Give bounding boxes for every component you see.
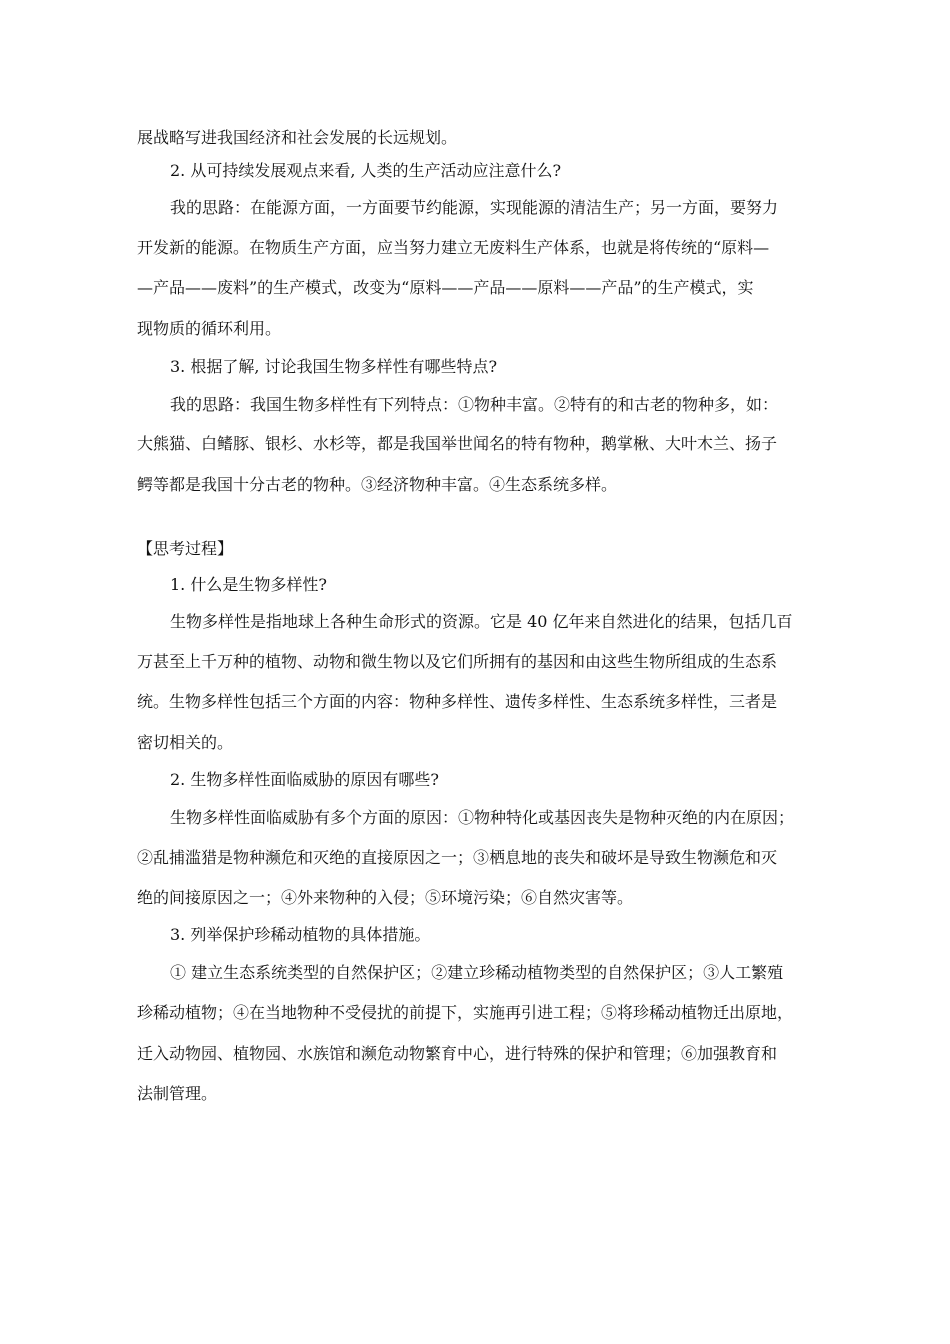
paragraph-line: 大熊猫、白鳍豚、银杉、水杉等，都是我国举世闻名的特有物种，鹅掌楸、大叶木兰、扬子 (137, 434, 778, 453)
paragraph-line: 珍稀动植物；④在当地物种不受侵扰的前提下，实施再引进工程；⑤将珍稀动植物迁出原地， (137, 1003, 794, 1022)
paragraph-line: ②乱捕滥猎是物种濒危和灭绝的直接原因之一；③栖息地的丧失和破坏是导致生物濒危和灭 (137, 848, 778, 867)
paragraph-line: 展战略写进我国经济和社会发展的长远规划。 (137, 128, 458, 147)
paragraph-line: 密切相关的。 (137, 733, 234, 752)
question-2-title: 2. 从可持续发展观点来看, 人类的生产活动应注意什么? (170, 161, 562, 180)
paragraph-line: 迁入动物园、植物园、水族馆和濒危动物繁育中心，进行特殊的保护和管理；⑥加强教育和 (137, 1044, 778, 1063)
paragraph-line: 生物多样性面临威胁有多个方面的原因：①物种特化或基因丧失是物种灭绝的内在原因； (170, 808, 795, 827)
paragraph-line: 万甚至上千万种的植物、动物和微生物以及它们所拥有的基因和由这些生物所组成的生态系 (137, 652, 778, 671)
paragraph-line: 开发新的能源。在物质生产方面，应当努力建立无废料生产体系，也就是将传统的“原料— (137, 238, 770, 257)
paragraph-line: 鳄等都是我国十分古老的物种。③经济物种丰富。④生态系统多样。 (137, 475, 618, 494)
paragraph-line: 我的思路：我国生物多样性有下列特点：①物种丰富。②特有的和古老的物种多，如： (170, 395, 779, 414)
question-3-title: 3. 列举保护珍稀动植物的具体措施。 (170, 925, 431, 944)
section-heading: 【思考过程】 (137, 539, 234, 558)
paragraph-line: 现物质的循环利用。 (137, 319, 282, 338)
question-3-title: 3. 根据了解, 讨论我国生物多样性有哪些特点? (170, 357, 498, 376)
paragraph-line: 我的思路：在能源方面，一方面要节约能源，实现能源的清洁生产；另一方面，要努力 (170, 198, 779, 217)
paragraph-line: ① 建立生态系统类型的自然保护区；②建立珍稀动植物类型的自然保护区；③人工繁殖 (170, 963, 784, 982)
question-2-title: 2. 生物多样性面临威胁的原因有哪些? (170, 770, 439, 789)
paragraph-line: 生物多样性是指地球上各种生命形式的资源。它是 40 亿年来自然进化的结果，包括几百 (170, 612, 793, 631)
paragraph-line: —产品——废料”的生产模式，改变为“原料——产品——原料——产品”的生产模式，实 (137, 278, 754, 297)
question-1-title: 1. 什么是生物多样性? (170, 575, 327, 594)
paragraph-line: 统。生物多样性包括三个方面的内容：物种多样性、遗传多样性、生态系统多样性，三者是 (137, 692, 778, 711)
paragraph-line: 法制管理。 (137, 1084, 218, 1103)
paragraph-line: 绝的间接原因之一；④外来物种的入侵；⑤环境污染；⑥自然灾害等。 (137, 888, 634, 907)
